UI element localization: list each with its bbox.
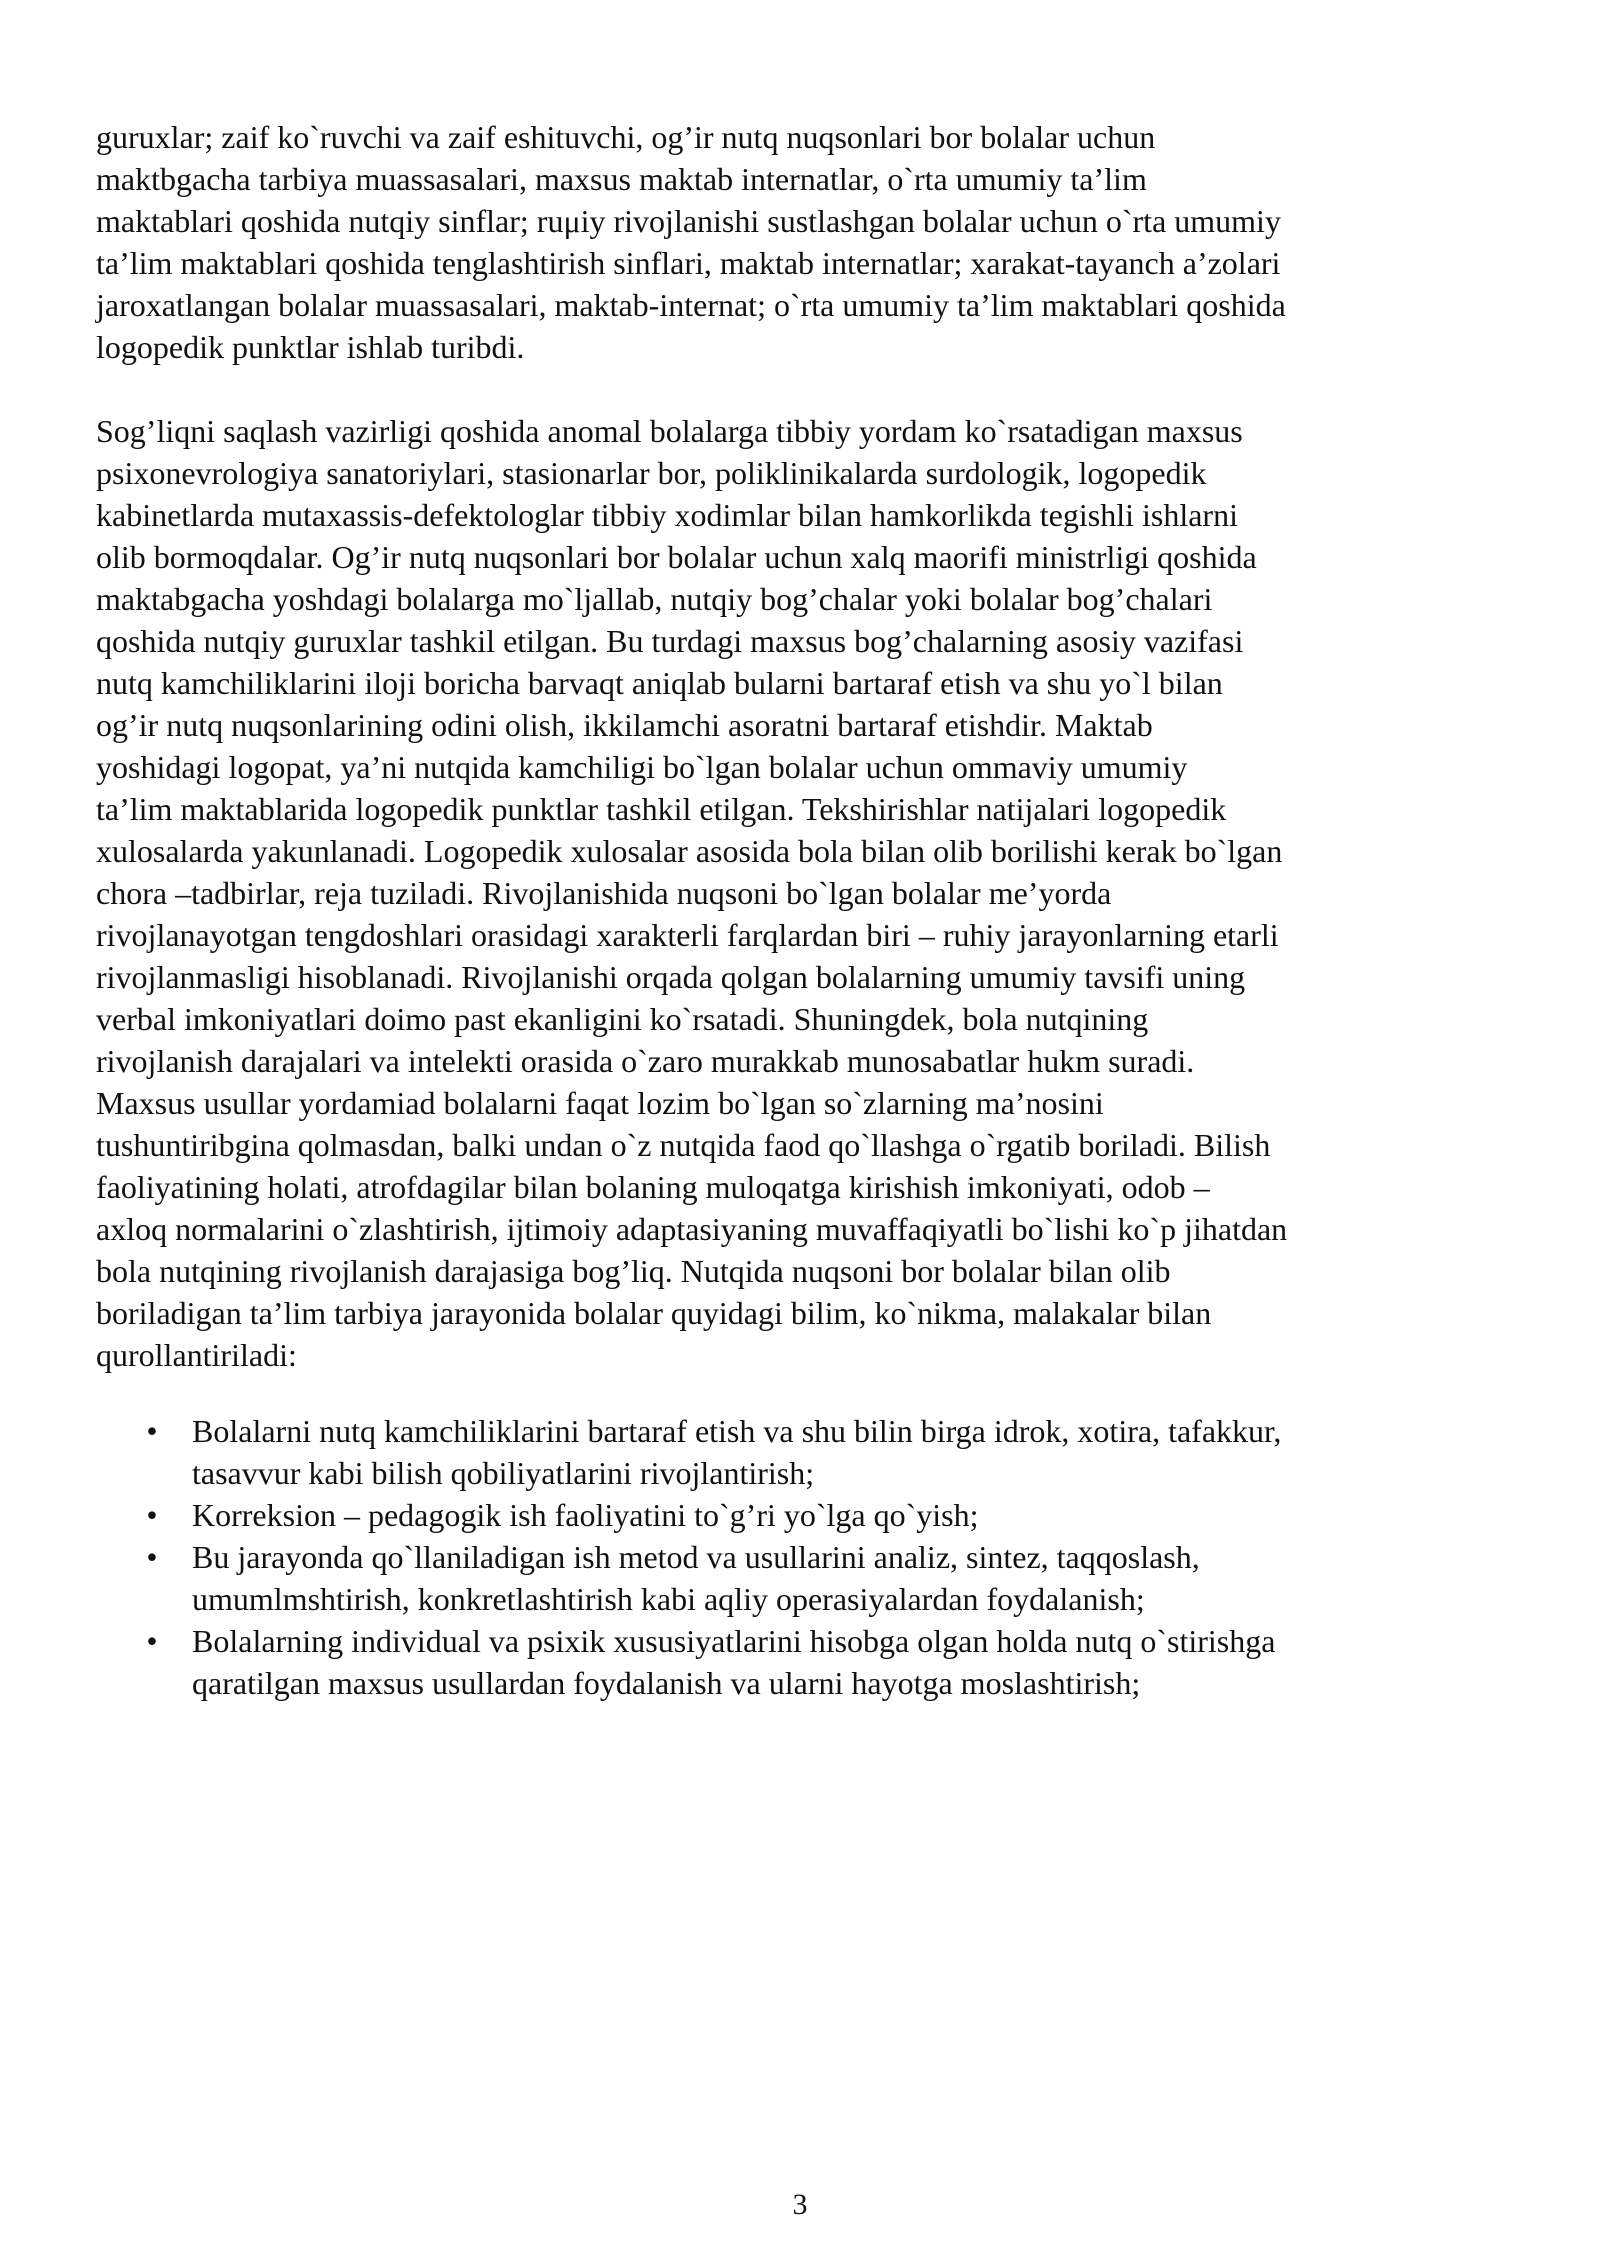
text-line: xulosalarda yakunlanadi. Logopedik xulosalar asosida bola bilan olib borilishi kerak bo`lgan: [96, 833, 1283, 869]
text-line: yoshidagi logopat, ya’ni nutqida kamchiligi bo`lgan bolalar uchun ommaviy umumiy: [96, 749, 1188, 785]
list-item: [96, 1494, 1476, 1536]
paragraph-spacer: [96, 368, 1476, 410]
text-line: umumlmshtirish, konkretlashtirish kabi aqliy operasiyalardan foydalanish;: [192, 1581, 1145, 1617]
text-line: psixonevrologiya sanatoriylari, stasionarlar bor, poliklinikalarda surdologik, logopedik: [96, 455, 1207, 491]
text-line: rivojlanmasligi hisoblanadi. Rivojlanishi orqada qolgan bolalarning umumiy tavsifi uning: [96, 959, 1246, 995]
list-item: [96, 1410, 1476, 1494]
text-line: Bolalarni nutq kamchiliklarini bartaraf etish va shu bilin birga idrok, xotira, tafakkur,: [192, 1413, 1282, 1449]
text-line: tushuntiribgina qolmasdan, balki undan o`z nutqida faod qo`llashga o`rgatib boriladi. Bilish: [96, 1127, 1271, 1163]
bullet-icon: •: [146, 1413, 158, 1449]
bullet-icon: •: [146, 1623, 158, 1659]
text-line: tasavvur kabi bilish qobiliyatlarini rivojlantirish;: [192, 1455, 815, 1491]
bullet-list: [96, 1410, 1476, 1704]
text-line: logopedik punktlar ishlab turibdi.: [96, 329, 525, 365]
list-item: [96, 1536, 1476, 1620]
text-line: boriladigan ta’lim tarbiya jarayonida bolalar quyidagi bilim, ko`nikma, malakalar bilan: [96, 1295, 1212, 1331]
bullet-icon: •: [146, 1497, 158, 1533]
text-line: qaratilgan maxsus usullardan foydalanish va ularni hayotga moslashtirish;: [192, 1665, 1141, 1701]
text-line: nutq kamchiliklarini iloji boricha barvaqt aniqlab bularni bartaraf etish va shu yo`l bilan: [96, 665, 1223, 701]
text-line: faoliyatining holati, atrofdagilar bilan bolaning muloqatga kirishish imkoniyati, odob –: [96, 1169, 1210, 1205]
text-line: Korreksion – pedagogik ish faoliyatini to`g’ri yo`lga qo`yish;: [192, 1497, 979, 1533]
text-line: Bolalarning individual va psixik xususiyatlarini hisobga olgan holda nutq o`stirishga: [192, 1623, 1276, 1659]
text-line: maktbgacha tarbiya muassasalari, maxsus maktab internatlar, o`rta umumiy ta’lim: [96, 161, 1147, 197]
list-item: [96, 1620, 1476, 1704]
text-line: chora –tadbirlar, reja tuziladi. Rivojlanishida nuqsoni bo`lgan bolalar me’yorda: [96, 875, 1112, 911]
text-line: kabinetlarda mutaxassis-defektologlar tibbiy xodimlar bilan hamkorlikda tegishli ishlarni: [96, 497, 1238, 533]
text-line: rivojlanish darajalari va intelekti orasida o`zaro murakkab munosabatlar hukm suradi.: [96, 1043, 1195, 1079]
text-line: Maxsus usullar yordamiad bolalarni faqat lozim bo`lgan so`zlarning ma’nosini: [96, 1085, 1104, 1121]
text-line: Sog’liqni saqlash vazirligi qoshida anomal bolalarga tibbiy yordam ko`rsatadigan maxsus: [96, 413, 1243, 449]
paragraph-2: [96, 410, 1476, 1376]
text-line: og’ir nutq nuqsonlarining odini olish, ikkilamchi asoratni bartaraf etishdir. Maktab: [96, 707, 1153, 743]
text-line: rivojlanayotgan tengdoshlari orasidagi xarakterli farqlardan biri – ruhiy jarayonlarning etarli: [96, 917, 1279, 953]
page-content: [96, 116, 1476, 1704]
text-line: ta’lim maktablari qoshida tenglashtirish sinflari, maktab internatlar; xarakat-tayanch a’zolari: [96, 245, 1281, 281]
text-line: ta’lim maktablarida logopedik punktlar tashkil etilgan. Tekshirishlar natijalari logopedik: [96, 791, 1227, 827]
text-line: bola nutqining rivojlanish darajasiga bog’liq. Nutqida nuqsoni bor bolalar bilan olib: [96, 1253, 1171, 1289]
text-line: olib bormoqdalar. Og’ir nutq nuqsonlari bor bolalar uchun xalq maorifi ministrligi qoshida: [96, 539, 1257, 575]
bullet-icon: •: [146, 1539, 158, 1575]
text-line: guruxlar; zaif ko`ruvchi va zaif eshituvchi, og’ir nutq nuqsonlari bor bolalar uchun: [96, 119, 1156, 155]
text-line: qurollantiriladi:: [96, 1337, 297, 1373]
paragraph-1: [96, 116, 1476, 368]
text-line: jaroxatlangan bolalar muassasalari, maktab-internat; o`rta umumiy ta’lim maktablari qoshida: [96, 287, 1286, 323]
text-line: qoshida nutqiy guruxlar tashkil etilgan. Bu turdagi maxsus bog’chalarning asosiy vazifasi: [96, 623, 1244, 659]
text-line: axloq normalarini o`zlashtirish, ijtimoiy adaptasiyaning muvaffaqiyatli bo`lishi ko`p jihatdan: [96, 1211, 1288, 1247]
text-line: verbal imkoniyatlari doimo past ekanligini ko`rsatadi. Shuningdek, bola nutqining: [96, 1001, 1149, 1037]
page-number: 3: [792, 2188, 808, 2221]
text-line: maktabgacha yoshdagi bolalarga mo`ljallab, nutqiy bog’chalar yoki bolalar bog’chalari: [96, 581, 1213, 617]
text-line: maktablari qoshida nutqiy sinflar; ruμiy rivojlanishi sustlashgan bolalar uchun o`rta umumiy: [96, 203, 1281, 239]
text-line: Bu jarayonda qo`llaniladigan ish metod va usullarini analiz, sintez, taqqoslash,: [192, 1539, 1200, 1575]
